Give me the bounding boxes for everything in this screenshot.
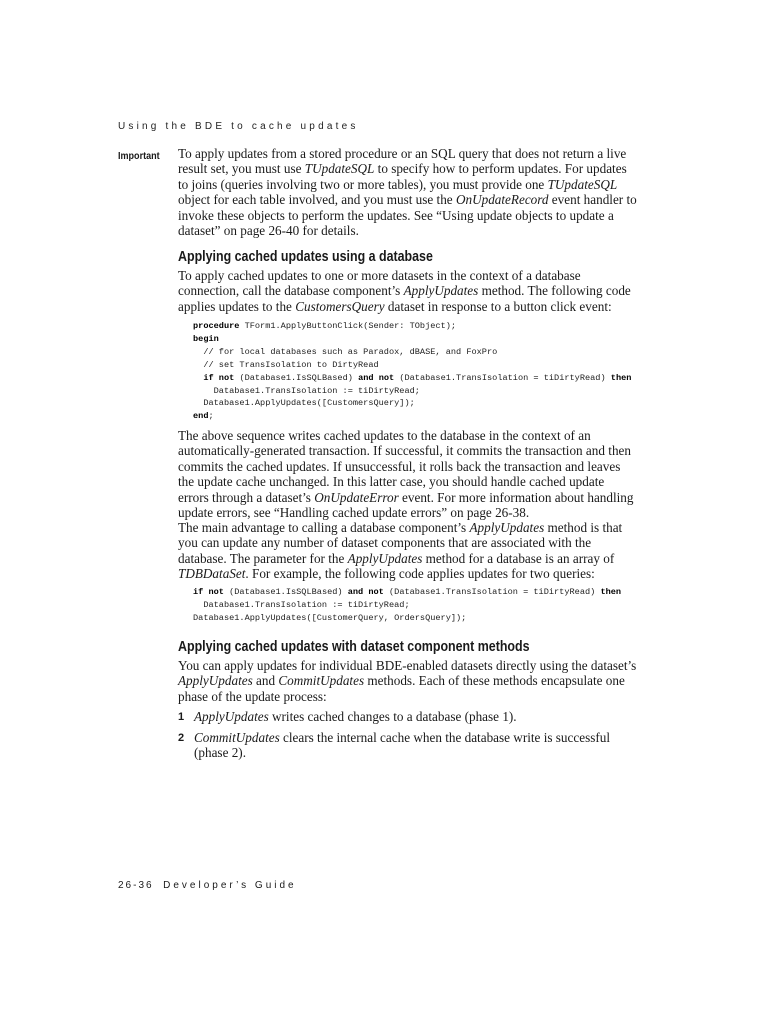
paragraph-database-intro: To apply cached updates to one or more datasets in the context of a database connection, call the database component’s ApplyUpdates method. The following code applies updates to the CustomersQuery dataset in response to a button click event: bbox=[178, 268, 631, 314]
code-block-two-queries: if not (Database1.IsSQLBased) and not (Database1.TransIsolation = tiDirtyRead) then Database1.TransIsolation := tiDirtyRead; Database1.ApplyUpdates([CustomerQuery, OrdersQuery]); bbox=[193, 587, 622, 623]
code-block-apply-button-click: procedure TForm1.ApplyButtonClick(Sender: TObject); begin // for local databases such as Paradox, dBASE, and FoxPro // set TransIsolation to DirtyRead if not (Database1.IsSQLBased) and not (Database1.TransIsolation = tiDirtyRead) then Database1.TransIsolation := tiDirtyRead; Database1.ApplyUpdates([CustomersQuery]); end; bbox=[193, 321, 632, 422]
page-footer bbox=[118, 880, 297, 891]
book-title: Developer’s Guide bbox=[163, 880, 297, 891]
paragraph-dataset-methods-intro: You can apply updates for individual BDE-enabled datasets directly using the dataset’s ApplyUpdates and CommitUpdates methods. Each of these methods encapsulate one phase of the update process: bbox=[178, 658, 637, 704]
paragraph-transaction-sequence: The above sequence writes cached updates to the database in the context of an automatically-generated transaction. If successful, it commits the transaction and then commits the cached updates. If unsuccessful, it rolls back the transaction and leaves the update cache unchanged. In this latter case, you should handle cached update errors through a dataset’s OnUpdateError event. For more information about handling update errors, see “Handling cached update errors” on page 26-38. bbox=[178, 428, 634, 521]
list-item-number: 1 bbox=[178, 711, 185, 723]
running-head: Using the BDE to cache updates bbox=[118, 121, 359, 132]
list-item-number: 2 bbox=[178, 732, 185, 744]
section-heading-database: Applying cached updates using a database bbox=[178, 249, 433, 265]
important-note: To apply updates from a stored procedure or an SQL query that does not return a live result set, you must use TUpdateSQL to specify how to perform updates. For updates to joins (queries involving two or more tables), you must provide one TUpdateSQL object for each table involved, and you must use the OnUpdateRecord event handler to invoke these objects to perform the updates. See “Using update objects to update a dataset” on page 26-40 for details. bbox=[178, 146, 637, 239]
paragraph-main-advantage: The main advantage to calling a database component’s ApplyUpdates method is that you can update any number of dataset components that are associated with the database. The parameter for the ApplyUpdates method for a database is an array of TDBDataSet. For example, the following code applies updates for two queries: bbox=[178, 520, 623, 582]
section-heading-dataset-methods: Applying cached updates with dataset component methods bbox=[178, 639, 530, 655]
page-number: 26-36 bbox=[118, 880, 154, 891]
important-label: Important bbox=[118, 150, 160, 162]
list-item: 1 ApplyUpdates writes cached changes to a database (phase 1). bbox=[178, 709, 517, 724]
list-item: 2 CommitUpdates clears the internal cache when the database write is successful (phase 2). bbox=[178, 730, 610, 761]
